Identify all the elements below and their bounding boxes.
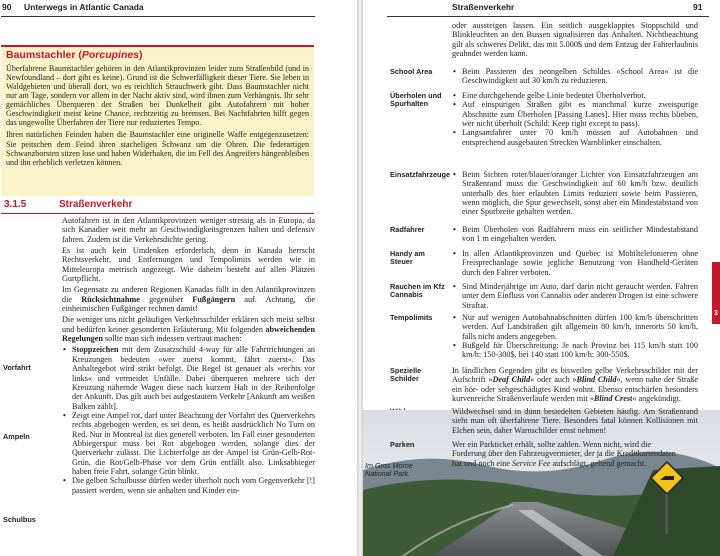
margin-label: Vorfahrt xyxy=(3,363,31,372)
header-rule-left xyxy=(1,16,315,17)
margin-label: School Area xyxy=(390,67,433,76)
section-body xyxy=(62,216,315,495)
right-page xyxy=(363,0,720,556)
rule-item: • Zeigt eine Ampel rot, darf unter Beachtung der Vorfahrt des Querverkehrs rechts abgebogen werden, es sei denn, es heißt ausdrücklich No Turn on Red. Nur in Montreal ist dies generell verboten. Im Fall einer gesonderten Abbiegerspur muss bei Rot abgebogen werden, solange dies der Querverkehr zulässt. Die Lichterfolge an der Ampel ist Grün-Gelb-Rot-Grün, die Rot/Gelb-Phase vor dem Grün entfällt also. Linksabbieger haben freie Fahrt, solange Grün blinkt. xyxy=(63,410,315,476)
section-title: Straßenverkehr xyxy=(59,199,133,210)
body-paragraph: Autofahren ist in den Atlantikprovinzen weniger stressig als in Europa, da sich Kanadier weit mehr an Geschwindigkeitsgrenzen halten und defensiv fahren. Zudem ist die Verkehrsdichte gering. xyxy=(62,216,315,244)
rule-bullets: • Eine durchgehende gelbe Linie bedeutet Überholverbot. • Auf einspurigen Straßen gibt es manchmal kurze zweispurige Abschnitte zum Überholen [Passing Lanes]. Hier muss rechts blieben, wer nicht überholt (Schild: Keep right except to pass). • Langsamfahrer unter 70 km/h müssen auf Autobahnen und entsprechend ausgebauten Strecken Warnblinker einschalten. xyxy=(453,91,698,147)
page-number-right: 91 xyxy=(693,2,703,12)
margin-label: Schulbus xyxy=(3,515,36,524)
header-rule-right xyxy=(387,16,709,17)
running-head-right: Straßenverkehr xyxy=(452,2,515,12)
rule-bullets: • Beim Sichten roter/blauer/oranger Lichter von Einsatzfahrzeugen am Straßenrand muss die Geschwindigkeit auf 60 km/h bzw. deutlich unterhalb des hier erlaubten Limits reduziert sowie beim Passieren, wenn möglich, die Spur gewechselt, sonst aber ein Mindestabstand von einer Spurbreite gehalten werden. xyxy=(453,170,698,217)
infobox-paragraph: Ihren natürlichen Feinden haben die Baumstachler eine originelle Waffe entgegenzusetzen: Sie peitschen dem Feind ihren stacheligen Schwanz um die Ohren. Die federartigen Schwanzborsten sitzen lose und haben Widerhaken, die im Fell des Angreifers hängenbleiben und ihn erheblich verletzen können. xyxy=(6,130,309,167)
rule-bullets: • In allen Atlantikprovinzen und Quebec ist Mobiltelefonieren ohne Freisprechanlage sowie jegliche Benutzung von Handheld-Geräten durch den Fahrer verboten. xyxy=(453,249,698,277)
margin-label: Tempolimits xyxy=(390,313,433,322)
rule-bullets: • Beim Passieren des neongelben Schildes »School Area« ist die Geschwindigkeit auf 30 km/h zu reduzieren. xyxy=(453,67,698,86)
rule-item: • Die gelben Schulbusse dürfen weder überholt noch vom Gegenverkehr [!] passiert werden, wenn sie anhalten und Kinder ein- xyxy=(63,476,315,495)
margin-label: Ampeln xyxy=(3,432,30,441)
body-paragraph: Im Gegensatz zu anderen Regionen Kanadas fällt in den Atlantikprovinzen die Rücksichtnahme gegenüber Fußgängern auf. Achtung, die einheimischen Fußgänger rechnen damit! xyxy=(62,285,315,314)
infobox-paragraph: Überfahrene Baumstachler gehören in den Atlantikprovinzen leider zum Straßenbild (und in Newfoundland – dort gibt es keine). Grund ist die Schwerfälligkeit dieser Tiere. Sie leben in Waldgebieten und überall dort, wo es reichlich Strauchwerk gibt. Dass Baumstachler nicht nur am Tage, sondern vor allem in der Nacht aktiv sind, wird ihnen zum Verhängnis. Ihr sehr gemächliches Überqueren der Straßen bei Dunkelheit gibt Autofahrern mit hoher Geschwindigkeit meist keine Chance, rechtzeitig zu bremsen. Bei Nachtfahrten hilft gegen das ungewollte Überfahren der Tiere nur reduziertes Tempo. xyxy=(6,64,309,128)
margin-label: Handy am Steuer xyxy=(390,249,425,267)
photo-caption: Im Gros Morne National Park. xyxy=(365,461,413,479)
margin-label: Radfahrer xyxy=(390,225,425,234)
body-paragraph: Die weniger uns nicht geläufigen Verkehrsschilder erklären sich meist selbst und bedürfen keiner gesonderten Erläuterung. Mit folgenden abweichenden Regelungen sollte man sich indessen vertraut machen: xyxy=(62,315,315,344)
margin-label: Überholen und Spurhalten xyxy=(390,91,442,109)
margin-label: Parken xyxy=(390,440,415,449)
porcupine-infobox xyxy=(1,45,314,196)
parken-text: Wer ein Parkticket erhält, sollte zahlen. Wenn nicht, wird die Forderung über den Fahrzeugvermieter, der ja die Kreditkartendaten hat und noch eine Service Fee aufschlägt, geltend gemacht. xyxy=(452,440,676,468)
section-number: 3.1.5 xyxy=(4,199,27,210)
margin-label: Spezielle Schilder xyxy=(390,366,422,384)
chapter-thumb-tab: 3 xyxy=(712,262,720,324)
page-number-left: 90 xyxy=(2,2,12,12)
right-top-text: oder aussteigen lassen. Ein seitlich ausgeklapptes Stoppschild und Blinkleuchten an den Bussen signalisieren das Anhalten. Nichtbeachtung gilt als schweres Delikt, das mit 5.000$ und dem Entzug der Fahrerlaubnis geahndet werden kann. xyxy=(452,21,698,59)
infobox-title: Baumstachler (Porcupines) xyxy=(6,49,143,61)
wild-text: Wildwechsel sind in dünn besiedelten Gebieten häufig. Am Straßenrand sieht man oft überfahrene Tiere. Besonders fatal können Kollisionen mit Elchen sein, daher Warnschilder ernst nehmen! xyxy=(452,407,698,435)
rule-bullets: • Sind Minderjährige im Auto, darf darin nicht geraucht werden. Fahren unter dem Einfluss von Cannabis oder anderen Drogen ist eine schwere Straftat. xyxy=(453,282,698,310)
body-paragraph: Es ist auch kein Umdenken erforderlich, denn in Kanada herrscht Rechtsverkehr, und Entfernungen und Tempolimits werden wie in Mitteleuropa metrisch angezeigt. Wie daheim besteht auf allen Plätzen Gurtpflicht. xyxy=(62,246,315,284)
signs-text: In ländlichen Gegenden gibt es bisweilen gelbe Verkehrsschilder mit der Aufschrift »Deaf Child« oder auch »Blind Child«, wenn nahe der Straße ein hör- oder sehgeschädigtes Kind wohnt. Ebenso entschärfen besonders kurvenreiche Straßenverläufe werden mit »Blind Crest« angekündigt. xyxy=(452,366,698,404)
running-head-left: Unterwegs in Atlantic Canada xyxy=(24,2,144,12)
left-page xyxy=(0,0,357,556)
rule-item: • Stoppzeichen mit dem Zusatzschild 4-way für alle Fahrtrichtungen an Kreuzungen bedeuten »wer zuerst kommt, fährt zuerst«. Das Anhaltegebot wird strikt befolgt. Die Regel ist genauer als »rechts vor links« und vermeidet Unfälle. Dabei überqueren mehrere sich der Kreuzung nähernde Wagen diese nach kurzem Halt in der Reihenfolge der Ankunft. Das gilt auch bei aufgestautem Verkehr [Ankunft am weißen Balken zählt]. xyxy=(63,345,315,411)
rule-bullets: • Beim Überholen von Radfahrern muss ein seitlicher Mindestabstand von 1 m eingehalten werden. xyxy=(453,225,698,244)
margin-label: Rauchen im Kfz Cannabis xyxy=(390,282,445,300)
section-heading xyxy=(1,199,314,214)
margin-label: Einsatzfahrzeuge xyxy=(390,170,451,179)
rule-bullets: • Nur auf wenigen Autobahnabschnitten dürfen 100 km/h überschritten werden. Auf Landstraßen gilt allgemein 80 km/h, innerorts 50 km/h, falls nicht anders angegeben. • Bußgeld für Überschreitung: Je nach Provinz bei 115 km/h statt 100 km/h: 150-300$, bei 140 statt 100 km/h: 300-550$. xyxy=(453,313,698,360)
